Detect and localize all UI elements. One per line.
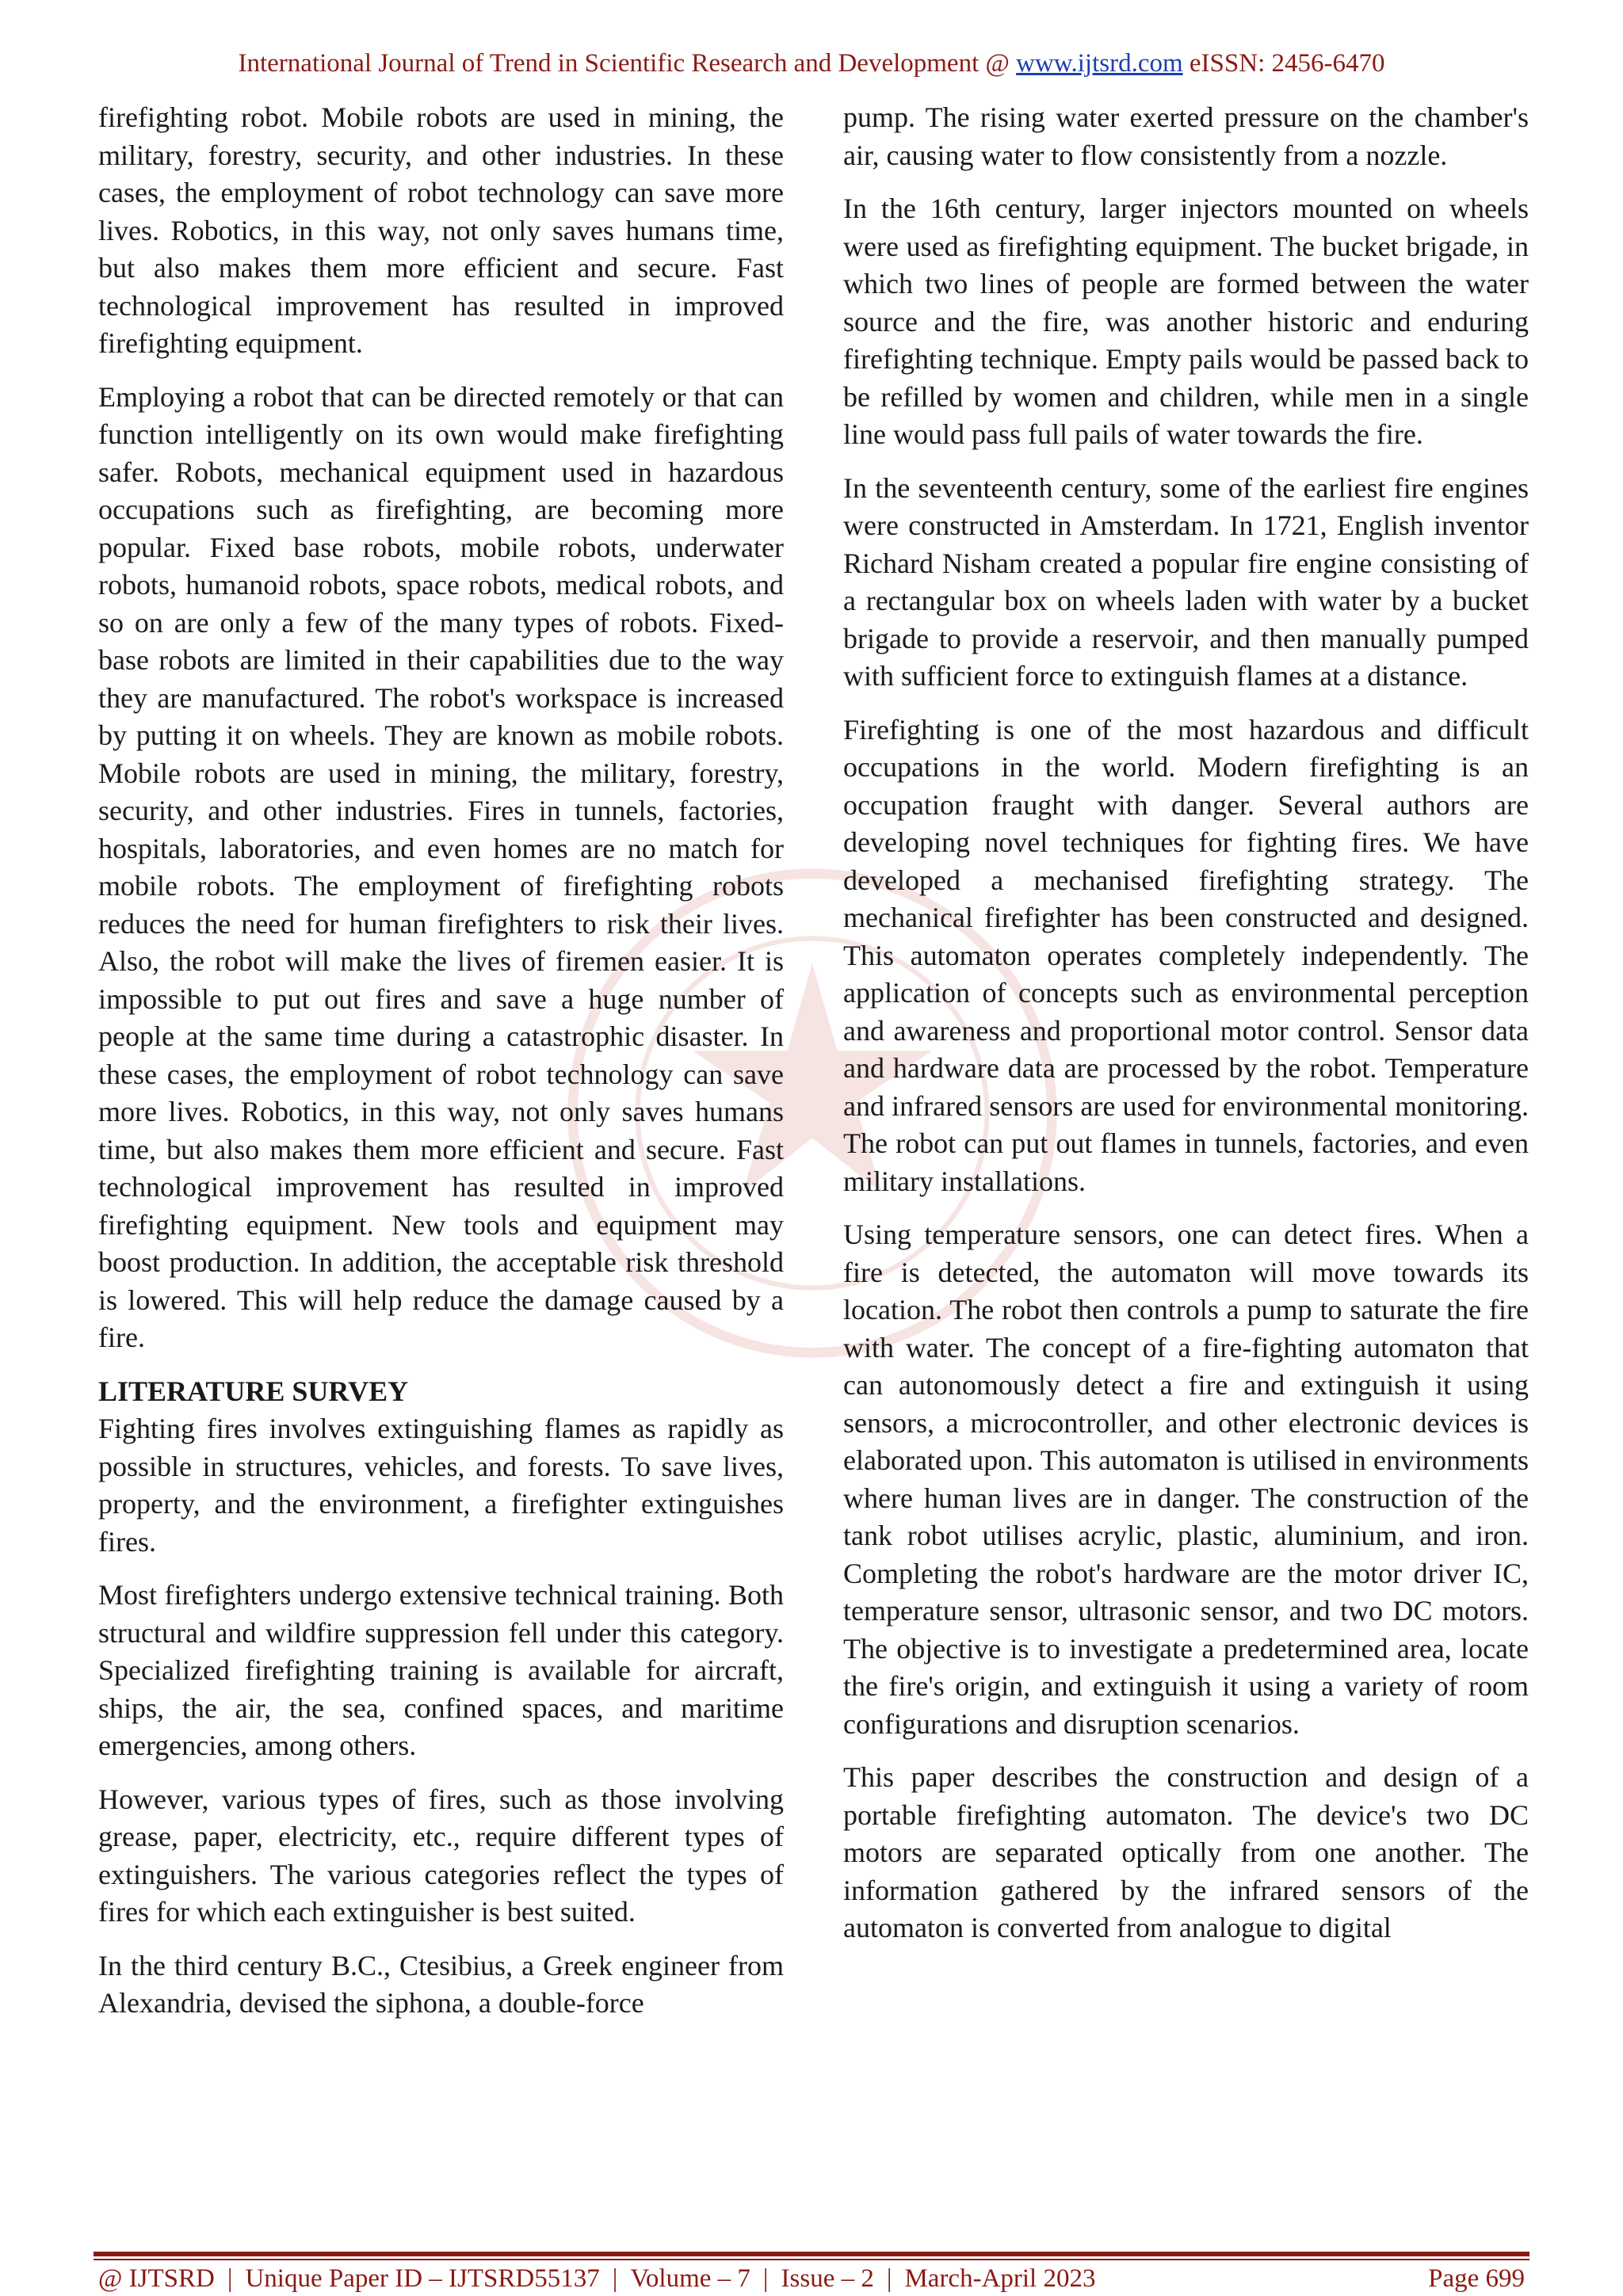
footer-separator: | (762, 2264, 769, 2293)
footer-separator: | (886, 2264, 892, 2293)
paragraph: Using temperature sensors, one can detect fires. When a fire is detected, the automaton will move towards its location. The robot then controls a pump to saturate the fire with water. The concept of a fire-fighting automaton that can autonomously detect a fire and extinguish it using sensors, a microcontroller, and other electronic devices is elaborated upon. This automaton is utilised in environments where human lives are in danger. The construction of the tank robot utilises acrylic, plastic, aluminium, and iron. Completing the robot's hardware are the motor driver IC, temperature sensor, ultrasonic sensor, and two DC motors. The objective is to investigate a predetermined area, locate the fire's origin, and extinguish it using a variety of room configurations and disruption scenarios. (843, 1219, 1529, 1740)
footer-separator: | (612, 2264, 618, 2293)
paragraph: pump. The rising water exerted pressure on the chamber's air, causing water to flow consistently from a nozzle. (843, 101, 1529, 171)
section-heading: LITERATURE SURVEY (98, 1375, 409, 1407)
footer-divider-thin (94, 2259, 1529, 2260)
footer-journal: @ IJTSRD (98, 2264, 215, 2293)
right-column (843, 99, 1529, 1963)
paragraph: In the 16th century, larger injectors mounted on wheels were used as firefighting equipment. The bucket brigade, in which two lines of people are formed between the water source and the fire, was another historic and enduring firefighting technique. Empty pails would be passed back to be refilled by women and children, while men in a single line would pass full pails of water towards the fire. (843, 193, 1529, 450)
footer-divider (94, 2252, 1529, 2256)
footer-volume: Volume – 7 (630, 2264, 750, 2293)
header-issn: eISSN: 2456-6470 (1182, 49, 1385, 78)
left-column (98, 99, 784, 2039)
page-number: Page 699 (1428, 2264, 1525, 2293)
paragraph: Fighting fires involves extinguishing flames as rapidly as possible in structures, vehicles, and forests. To save lives, property, and the environment, a firefighter extinguishes fires. (98, 1413, 784, 1558)
footer-separator: | (227, 2264, 233, 2293)
paragraph: In the third century B.C., Ctesibius, a Greek engineer from Alexandria, devised the siphona, a double-force (98, 1949, 784, 2019)
paragraph: Employing a robot that can be directed remotely or that can function intelligently on its own would make firefighting safer. Robots, mechanical equipment used in hazardous occupations such as firefighting, are becoming more popular. Fixed base robots, mobile robots, underwater robots, humanoid robots, space robots, medical robots, and so on are only a few of the many types of robots. Fixed-base robots are limited in their capabilities due to the way they are manufactured. The robot's workspace is increased by putting it on wheels. They are known as mobile robots. Mobile robots are used in mining, the military, forestry, security, and other industries. Fires in tunnels, factories, hospitals, laboratories, and even homes are no match for mobile robots. The employment of firefighting robots reduces the need for human firefighters to risk their lives. Also, the robot will make the lives of firemen easier. It is impossible to put out fires and save a huge number of people at the same time during a catastrophic disaster. In these cases, the employment of robot technology can save more lives. Robotics, in this way, not only saves humans time, but also makes them more efficient and secure. Fast technological improvement has resulted in improved firefighting equipment. New tools and equipment may boost production. In addition, the acceptable risk threshold is lowered. This will help reduce the damage caused by a fire. (98, 380, 784, 1353)
paragraph: Most firefighters undergo extensive technical training. Both structural and wildfire suppression fell under this category. Specialized firefighting training is available for aircraft, ships, the air, the sea, confined spaces, and maritime emergencies, among others. (98, 1579, 784, 1761)
running-header (0, 49, 1623, 78)
paragraph: However, various types of fires, such as those involving grease, paper, electricity, etc., require different types of extinguishers. The various categories reflect the types of fires for which each extinguisher is best suited. (98, 1783, 784, 1928)
paragraph: firefighting robot. Mobile robots are used in mining, the military, forestry, security, and other industries. In these cases, the employment of robot technology can save more lives. Robotics, in this way, not only saves humans time, but also makes them more efficient and secure. Fast technological improvement has resulted in improved firefighting equipment. (98, 101, 784, 359)
footer-issue: Issue – 2 (781, 2264, 874, 2293)
paragraph: Firefighting is one of the most hazardous and difficult occupations in the world. Modern firefighting is an occupation fraught with danger. Several authors are developing novel techniques for fighting fires. We have developed a mechanised firefighting strategy. The mechanical firefighter has been constructed and designed. This automaton operates completely independently. The application of concepts such as environmental perception and awareness and proportional motor control. Sensor data and hardware data are processed by the robot. Temperature and infrared sensors are used for environmental monitoring. The robot can put out flames in tunnels, factories, and even military installations. (843, 713, 1529, 1197)
running-footer (98, 2264, 1525, 2294)
paragraph: In the seventeenth century, some of the earliest fire engines were constructed in Amsterdam. In 1721, English inventor Richard Nisham created a popular fire engine consisting of a rectangular box on wheels laden with water by a bucket brigade to provide a reservoir, and then manually pumped with sufficient force to extinguish flames at a distance. (843, 471, 1529, 692)
header-journal-title: International Journal of Trend in Scientific Research and Development @ (238, 49, 1017, 78)
header-website-link[interactable]: www.ijtsrd.com (1016, 49, 1183, 78)
paragraph: This paper describes the construction and design of a portable firefighting automaton. The device's two DC motors are separated optically from one another. The information gathered by the infrared sensors of the automaton is converted from analogue to digital (843, 1761, 1529, 1943)
footer-date: March-April 2023 (904, 2264, 1096, 2293)
footer-paper-id: Unique Paper ID – IJTSRD55137 (245, 2264, 600, 2293)
